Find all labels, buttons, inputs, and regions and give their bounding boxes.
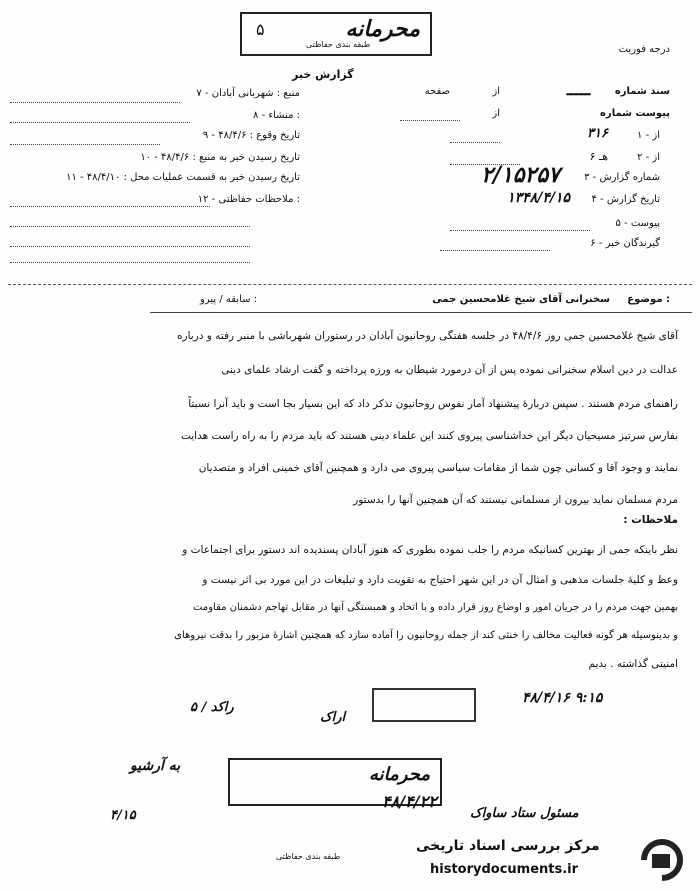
archive-logo-icon: [640, 838, 684, 882]
header-divider: [8, 284, 692, 285]
field-sanad-value: ـــــ: [566, 80, 590, 99]
field-page-word: صفحه: [424, 86, 450, 97]
handwritten-date: ۴۸/۴/۱۶ ۹:۱۵: [522, 690, 603, 706]
field-3-value: ۲/۱۵۲۵۷: [481, 162, 560, 188]
body-line: عدالت در دین اسلام سخنرانی نموده پس از آن درمورد شیطان به ورزه پرداخته و گفت ارشاد علمای دینی: [221, 364, 678, 376]
received-stamp: [372, 688, 476, 722]
handwritten-sign-left: به آرشیو: [130, 758, 181, 774]
body-line: امنیتی گذاشته . بدیم: [588, 658, 678, 670]
handwritten-center-note: اراک: [320, 710, 346, 725]
field-az-1: از: [492, 86, 500, 97]
field-11-date: ۱۱ - تاریخ رسیدن خبر به قسمت عملیات محل : ۴۸/۴/۱۰: [66, 172, 300, 183]
classification-stamp: [240, 12, 432, 56]
field-10-date: ۱۰ - تاریخ رسیدن خبر به منبع : ۴۸/۴/۶: [140, 152, 300, 163]
field-peyvast-shomare: پیوست شماره: [600, 108, 670, 119]
field-7-source: ۷ - منبع : شهربانی آبادان: [196, 88, 300, 99]
report-title: گزارش خبر: [292, 68, 354, 81]
urgency-label: درجه فوریت: [618, 44, 670, 55]
subject-divider: [150, 312, 692, 313]
watermark-title: مرکز بررسی اسناد تاریخی: [416, 838, 600, 854]
reference-label: سابقه / پیرو :: [200, 294, 258, 305]
body-line: وعظ و کلیۀ جلسات مذهبی و امثال آن در این شهر احتیاج به تقویت دارد و تبلیغات در این مورد بی اثر نیست و: [202, 574, 678, 586]
body-line: بهمین جهت مردم را در جریان امور و اوضاع روز قرار داده و با اتحاد و همبستگی آنها در مقابل تهاجم دشمنان مقاومت: [193, 602, 678, 613]
body-line: نمایند و وجود آقا و کسانی چون شما از مقامات سیاسی پیروی می دارد و همچنین آقای خمینی افراد و متصدیان: [198, 462, 678, 474]
field-sanad: سند شماره: [614, 86, 670, 97]
handwritten-signature: مسئول ستاد ساواک: [470, 806, 579, 821]
field-4-value: ۱۳۴۸/۴/۱۵: [507, 190, 570, 206]
subject-text: سخنرانی آقای شیخ غلامحسین جمی: [432, 294, 610, 305]
footer-classification: طبقه بندی حفاظتی: [276, 852, 341, 861]
body-line: بفارس سرتیز مسیحیان دیگر این خداشناسی پیروی کنند این علماء دینی هستند که باید مردم را به راه راست هدایت: [180, 430, 678, 442]
body-line: مردم مسلمان نماید بیرون از مسلمانی نیستند که آن همچنین آنها را بدستور: [353, 494, 678, 506]
notes-heading: ملاحظات :: [623, 514, 678, 526]
field-6-recipients: ۶ - گیرندگان خبر: [590, 238, 660, 249]
field-1-value: ۳۱۶: [587, 126, 608, 141]
stamp-text: محرمانه: [345, 16, 420, 42]
field-5-attachment: ۵ - پیوست: [615, 218, 660, 229]
handwritten-archive: ۵ / راکد: [190, 700, 234, 715]
field-4-report-date: ۴ - تاریخ گزارش: [591, 194, 660, 205]
field-1-from: ۱ - از: [637, 130, 660, 141]
field-2-from: ۲ - از: [637, 152, 660, 163]
field-3-report-num: ۳ - شماره گزارش: [584, 172, 660, 183]
watermark-url: historydocuments.ir: [430, 862, 579, 877]
body-line: نظر باینکه جمی از بهترین کسانیکه مردم را جلب نموده بطوری که هنوز آبادان پسندیده اند دستور برای اجتماعات و: [182, 544, 678, 556]
body-line: آقای شیخ غلامحسین جمی روز ۴۸/۴/۶ در جلسه هفتگی روحانیون آبادان در رستوران شهرباشی با منبر رفته و درباره: [177, 330, 678, 342]
field-9-date: ۹ - تاریخ وقوع : ۴۸/۴/۶: [202, 130, 300, 141]
field-12-notes: ۱۲ - ملاحظات حفاظتی :: [197, 194, 300, 205]
body-line: و بدینوسیله هر گونه فعالیت مخالف را خنثی کند از جمله روحانیون را آماده سازد که همچنین اشارۀ مزبور را بدقت نیروهای: [174, 630, 678, 641]
stamp-subtitle: طبقه بندی حفاظتی: [306, 40, 371, 49]
field-8-origin: ۸ - منشاء :: [253, 110, 300, 121]
handwritten-bottom-left: ۴/۱۵: [110, 808, 136, 823]
field-az-2: از: [492, 108, 500, 119]
subject-label: موضوع :: [627, 294, 670, 305]
handwritten-bottom-num: ۴۸/۴/۲۲: [382, 792, 437, 811]
body-line: راهنمای مردم هستند . سپس دربارۀ پیشنهاد آمار نفوس روحانیون تذکر داد که این بسیار بجا است و باید آنرا نسبتاً: [188, 398, 678, 410]
stamp-number: ۵: [256, 20, 265, 39]
field-2-value: ۶ هـ: [589, 150, 608, 163]
bottom-stamp-text: محرمانه: [369, 764, 430, 785]
